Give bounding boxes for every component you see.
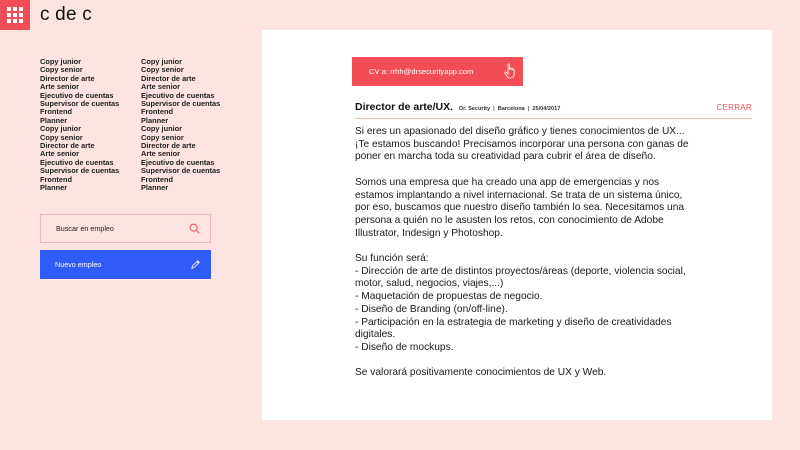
job-description <box>355 126 695 393</box>
job-list-item[interactable]: Supervisor de cuentas <box>40 99 120 109</box>
job-date: 25/04/2017 <box>532 106 561 112</box>
grid-dot <box>13 13 17 17</box>
job-list-item[interactable]: Arte senior <box>40 149 80 159</box>
job-list-item[interactable]: Frontend <box>40 174 73 184</box>
job-city: Barcelona <box>497 106 525 112</box>
job-list-column-2 <box>141 58 242 193</box>
job-header <box>355 101 752 119</box>
job-list-item[interactable]: Supervisor de cuentas <box>141 99 221 109</box>
send-cv-button[interactable] <box>352 57 523 86</box>
functions-title: Su función será: <box>355 253 429 264</box>
search-icon <box>189 223 200 234</box>
description-closing: Se valorará positivamente conocimientos de UX y Web. <box>355 367 607 379</box>
grid-dot <box>13 19 17 23</box>
job-list-item[interactable]: Copy junior <box>40 57 82 66</box>
job-list-item[interactable]: Arte senior <box>141 149 181 159</box>
function-item: - Diseño de Branding (on/off-line). <box>355 303 508 315</box>
job-list-item[interactable]: Ejecutivo de cuentas <box>141 157 215 167</box>
function-item: - Maquetación de propuestas de negocio. <box>355 291 543 303</box>
job-list-item[interactable]: Director de arte <box>141 73 196 83</box>
function-item: - Participación en la estrategia de marketing y diseño de creatividades digitales. <box>355 316 672 341</box>
grid-dot <box>19 7 23 11</box>
grid-dot <box>7 19 11 23</box>
grid-dot <box>19 13 23 17</box>
description-company: Somos una empresa que ha creado una app de emergencias y nos estamos implantando a nivel internacional. Se trata de un sistema único, por eso, buscamos que nuestro diseño también lo sea. Necesitamos una persona a quién no le asusten los retos, con conocimiento de Adobe Illustrator, Indesign y Photoshop. <box>355 176 685 239</box>
job-list-item[interactable]: Frontend <box>141 107 174 117</box>
search-label: Buscar en empleo <box>56 224 114 233</box>
job-list-item[interactable]: Director de arte <box>141 141 196 151</box>
new-job-button[interactable] <box>40 250 211 279</box>
job-list-column-1 <box>40 58 141 193</box>
job-list-item[interactable]: Ejecutivo de cuentas <box>141 90 215 100</box>
job-list-item[interactable]: Copy senior <box>141 132 184 142</box>
function-item: - Dirección de arte de distintos proyectos/áreas (deporte, violencia social, motor, salud, negocios, viajes,...) <box>355 265 686 290</box>
description-intro: Si eres un apasionado del diseño gráfico y tienes conocimientos de UX... ¡Te estamos buscando! Precisamos incorporar una persona con ganas de poner en marcha toda su creatividad para cubrir el área de diseño. <box>355 126 689 163</box>
grid-dot <box>13 7 17 11</box>
job-list-item[interactable]: Copy senior <box>40 132 83 142</box>
job-list-item[interactable]: Ejecutivo de cuentas <box>40 90 114 100</box>
job-list-item[interactable]: Planner <box>40 183 68 193</box>
close-button[interactable]: CERRAR <box>716 103 752 112</box>
brand-logo[interactable]: c de c <box>40 4 92 25</box>
job-company: Dr. Security <box>459 106 491 112</box>
meta-separator: | <box>493 106 495 112</box>
job-list-item[interactable]: Copy senior <box>141 65 184 75</box>
job-meta <box>459 106 560 112</box>
pencil-icon <box>190 259 201 270</box>
new-job-label: Nuevo empleo <box>55 260 102 269</box>
grid-dot <box>19 19 23 23</box>
job-list-item[interactable]: Director de arte <box>40 141 95 151</box>
job-list-item[interactable]: Planner <box>141 183 169 193</box>
job-list-item[interactable]: Frontend <box>141 174 174 184</box>
job-list-item[interactable]: Planner <box>40 115 68 125</box>
job-list-item[interactable]: Copy junior <box>40 124 82 134</box>
meta-separator: | <box>527 106 530 112</box>
function-item: - Diseño de mockups. <box>355 341 454 353</box>
grid-dot <box>7 7 11 11</box>
job-list-item[interactable]: Director de arte <box>40 73 95 83</box>
search-input[interactable] <box>40 214 211 243</box>
job-list-item[interactable]: Arte senior <box>141 82 181 92</box>
cv-button-label: CV a: rrhh@drsecurityapp.com <box>369 67 474 76</box>
job-list-item[interactable]: Supervisor de cuentas <box>40 166 120 176</box>
job-list <box>40 58 242 193</box>
functions-list <box>355 266 695 355</box>
job-list-item[interactable]: Arte senior <box>40 82 80 92</box>
job-list-item[interactable]: Ejecutivo de cuentas <box>40 157 114 167</box>
job-list-item[interactable]: Copy junior <box>141 57 183 66</box>
job-list-item[interactable]: Copy senior <box>40 65 83 75</box>
job-detail-card <box>262 30 772 420</box>
job-list-item[interactable]: Frontend <box>40 107 73 117</box>
menu-grid-button[interactable] <box>0 0 30 30</box>
job-list-item[interactable]: Planner <box>141 115 169 125</box>
job-list-item[interactable]: Supervisor de cuentas <box>141 166 221 176</box>
job-list-item[interactable]: Copy junior <box>141 124 183 134</box>
hand-pointer-icon <box>504 63 516 79</box>
grid-dot <box>7 13 11 17</box>
job-title: Director de arte/UX. <box>355 101 454 113</box>
